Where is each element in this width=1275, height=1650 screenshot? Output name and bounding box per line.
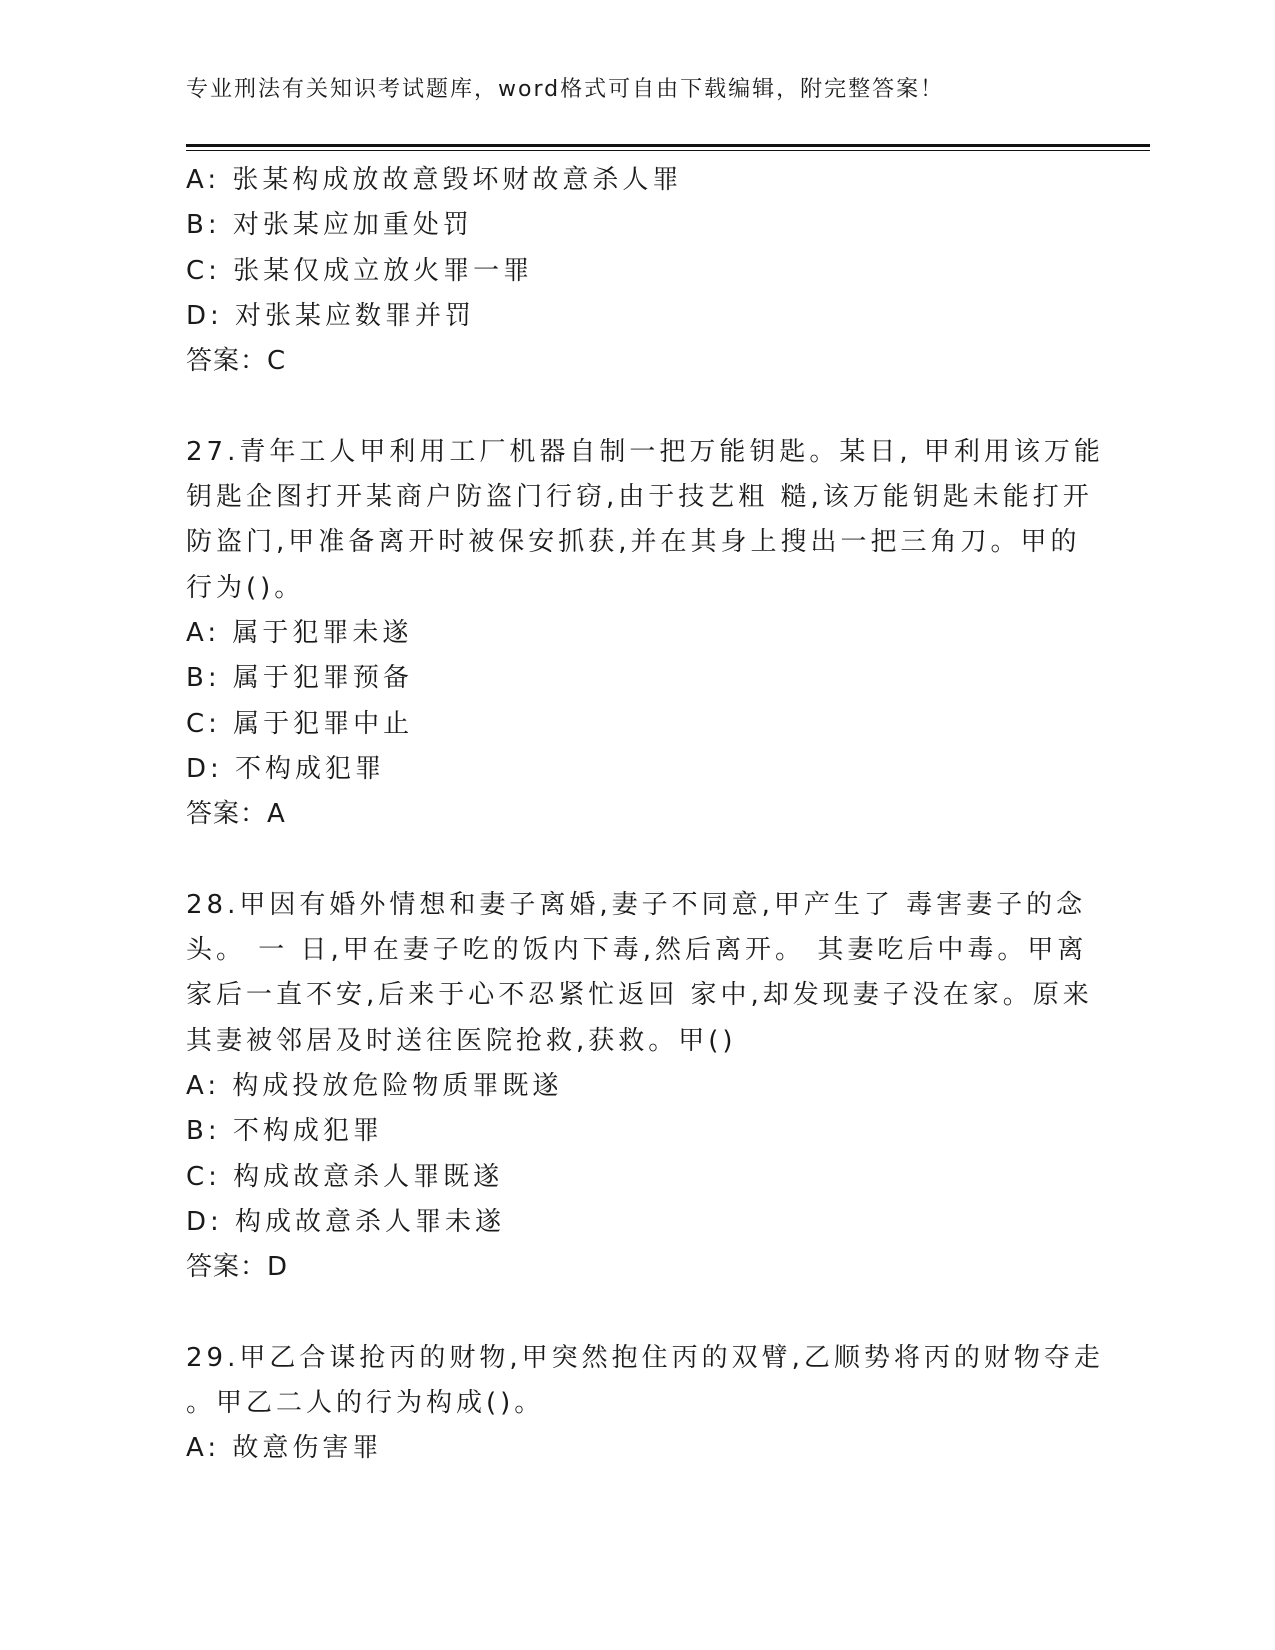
option-c: C: 属于犯罪中止 [186,708,414,739]
option-d: D: 不构成犯罪 [186,753,386,784]
question-text-line: 28.甲因有婚外情想和妻子离婚,妻子不同意,甲产生了 毒害妻子的念 [186,889,1087,920]
option-a: A: 故意伤害罪 [186,1433,383,1464]
question-text-line: 27.青年工人甲利用工厂机器自制一把万能钥匙。某日, 甲利用该万能 [186,436,1104,467]
answer-line: 答案：C [186,346,287,377]
question-text-line: 。甲乙二人的行为构成()。 [186,1388,545,1419]
question-text-line: 29.甲乙合谋抢丙的财物,甲突然抱住丙的双臂,乙顺势将丙的财物夺走 [186,1342,1104,1373]
header-divider-thick [186,144,1150,147]
option-c: C: 构成故意杀人罪既遂 [186,1161,504,1192]
option-a: A: 张某构成放故意毁坏财故意杀人罪 [186,165,683,195]
answer-line: 答案：D [186,1252,289,1283]
option-c: C: 张某仅成立放火罪一罪 [186,255,534,286]
header-divider-thin [186,150,1150,151]
question-text-line: 钥匙企图打开某商户防盗门行窃,由于技艺粗 糙,该万能钥匙未能打开 [186,482,1093,513]
option-a: A: 构成投放危险物质罪既遂 [186,1070,563,1101]
question-text-line: 防盗门,甲准备离开时被保安抓获,并在其身上搜出一把三角刀。甲的 [186,527,1081,558]
option-d: D: 构成故意杀人罪未遂 [186,1206,506,1237]
option-a: A: 属于犯罪未遂 [186,617,413,648]
option-d: D: 对张某应数罪并罚 [186,300,476,331]
question-content [186,158,1104,1472]
question-text-line: 家后一直不安,后来于心不忍紧忙返回 家中,却发现妻子没在家。原来 [186,980,1093,1011]
question-27 [186,430,1104,838]
question-26 [186,158,1086,384]
option-b: B: 属于犯罪预备 [186,663,413,694]
question-text-line: 其妻被邻居及时送往医院抢救,获救。甲() [186,1025,737,1056]
option-b: B: 对张某应加重处罚 [186,210,473,241]
question-28 [186,883,1093,1291]
question-29 [186,1336,1104,1472]
page-header: 专业刑法有关知识考试题库，word格式可自由下载编辑，附完整答案！ [186,77,945,102]
option-b: B: 不构成犯罪 [186,1116,383,1147]
question-text-line: 头。 一 日,甲在妻子吃的饭内下毒,然后离开。 其妻吃后中毒。甲离 [186,935,1088,966]
question-text-line: 行为()。 [186,572,305,603]
answer-line: 答案：A [186,799,286,830]
